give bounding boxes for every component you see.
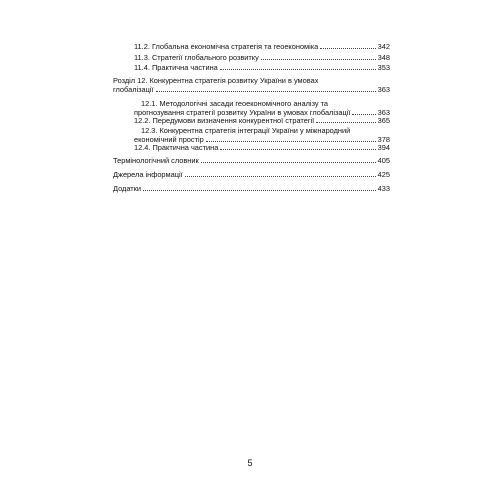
toc-entry-title: Додатки — [113, 184, 142, 193]
toc-entry-title-line: глобалізації — [113, 85, 154, 94]
dot-leader — [352, 114, 375, 115]
toc-entry-12-1 — [134, 99, 390, 117]
toc-page-number: 342 — [377, 42, 390, 51]
toc-entry-title-line: 12.1. Методологічні засади геоекономічного аналізу та — [141, 99, 329, 108]
dot-leader — [316, 122, 375, 123]
dot-leader — [185, 176, 376, 177]
dot-leader — [220, 69, 376, 70]
dot-leader — [206, 141, 376, 142]
toc-page-number: 363 — [377, 85, 390, 94]
toc-entry-12-3 — [134, 126, 390, 144]
toc-page-number: 433 — [377, 184, 390, 193]
toc-entry-glossary — [113, 156, 390, 165]
toc-entry-chapter-12 — [113, 76, 390, 94]
toc-entry-title-line: Розділ 12. Конкурентна стратегія розвитку України в умовах — [113, 76, 319, 85]
toc-entry-11-3 — [134, 53, 390, 62]
toc-entry-title-line: економічний простір — [134, 135, 204, 144]
dot-leader — [261, 59, 376, 60]
toc-page-number: 378 — [377, 135, 390, 144]
toc-entry-appendices — [113, 184, 390, 193]
toc-entry-11-4 — [134, 63, 390, 72]
toc-page-number: 394 — [377, 143, 390, 152]
toc-page-number: 348 — [377, 53, 390, 62]
toc-entry-title-line: 12.3. Конкурентна стратегія інтеграції України у міжнародний — [141, 126, 351, 135]
toc-entry-title-line: прогнозування стратегії розвитку України в умовах глобалізації — [134, 108, 351, 117]
dot-leader — [320, 48, 375, 49]
toc-entry-title: 12.4. Практична частина — [134, 143, 219, 152]
toc-entry-sources — [113, 170, 390, 179]
toc-entry-title: 11.4. Практична частина — [134, 63, 218, 72]
toc-entry-title: 11.2. Глобальна економічна стратегія та геоекономіка — [134, 42, 319, 51]
toc-entry-12-4 — [134, 143, 390, 152]
toc-entry-11-2 — [134, 42, 390, 51]
toc-entry-title: 11.3. Стратегії глобального розвитку — [134, 53, 259, 62]
toc-page-number: 365 — [377, 116, 390, 125]
toc-entry-title: Джерела інформації — [113, 170, 183, 179]
toc-page-number: 405 — [377, 156, 390, 165]
page-number: 5 — [247, 458, 253, 468]
toc-page-number: 425 — [377, 170, 390, 179]
toc-page-number: 363 — [377, 108, 390, 117]
toc-entry-12-2 — [134, 116, 390, 125]
toc-entry-title: 12.2. Передумови визначення конкурентної стратегії — [134, 116, 315, 125]
dot-leader — [143, 190, 376, 191]
toc-page-number: 353 — [377, 63, 390, 72]
toc-entry-title: Термінологічний словник — [113, 156, 199, 165]
dot-leader — [201, 162, 376, 163]
dot-leader — [220, 149, 375, 150]
dot-leader — [156, 91, 376, 92]
